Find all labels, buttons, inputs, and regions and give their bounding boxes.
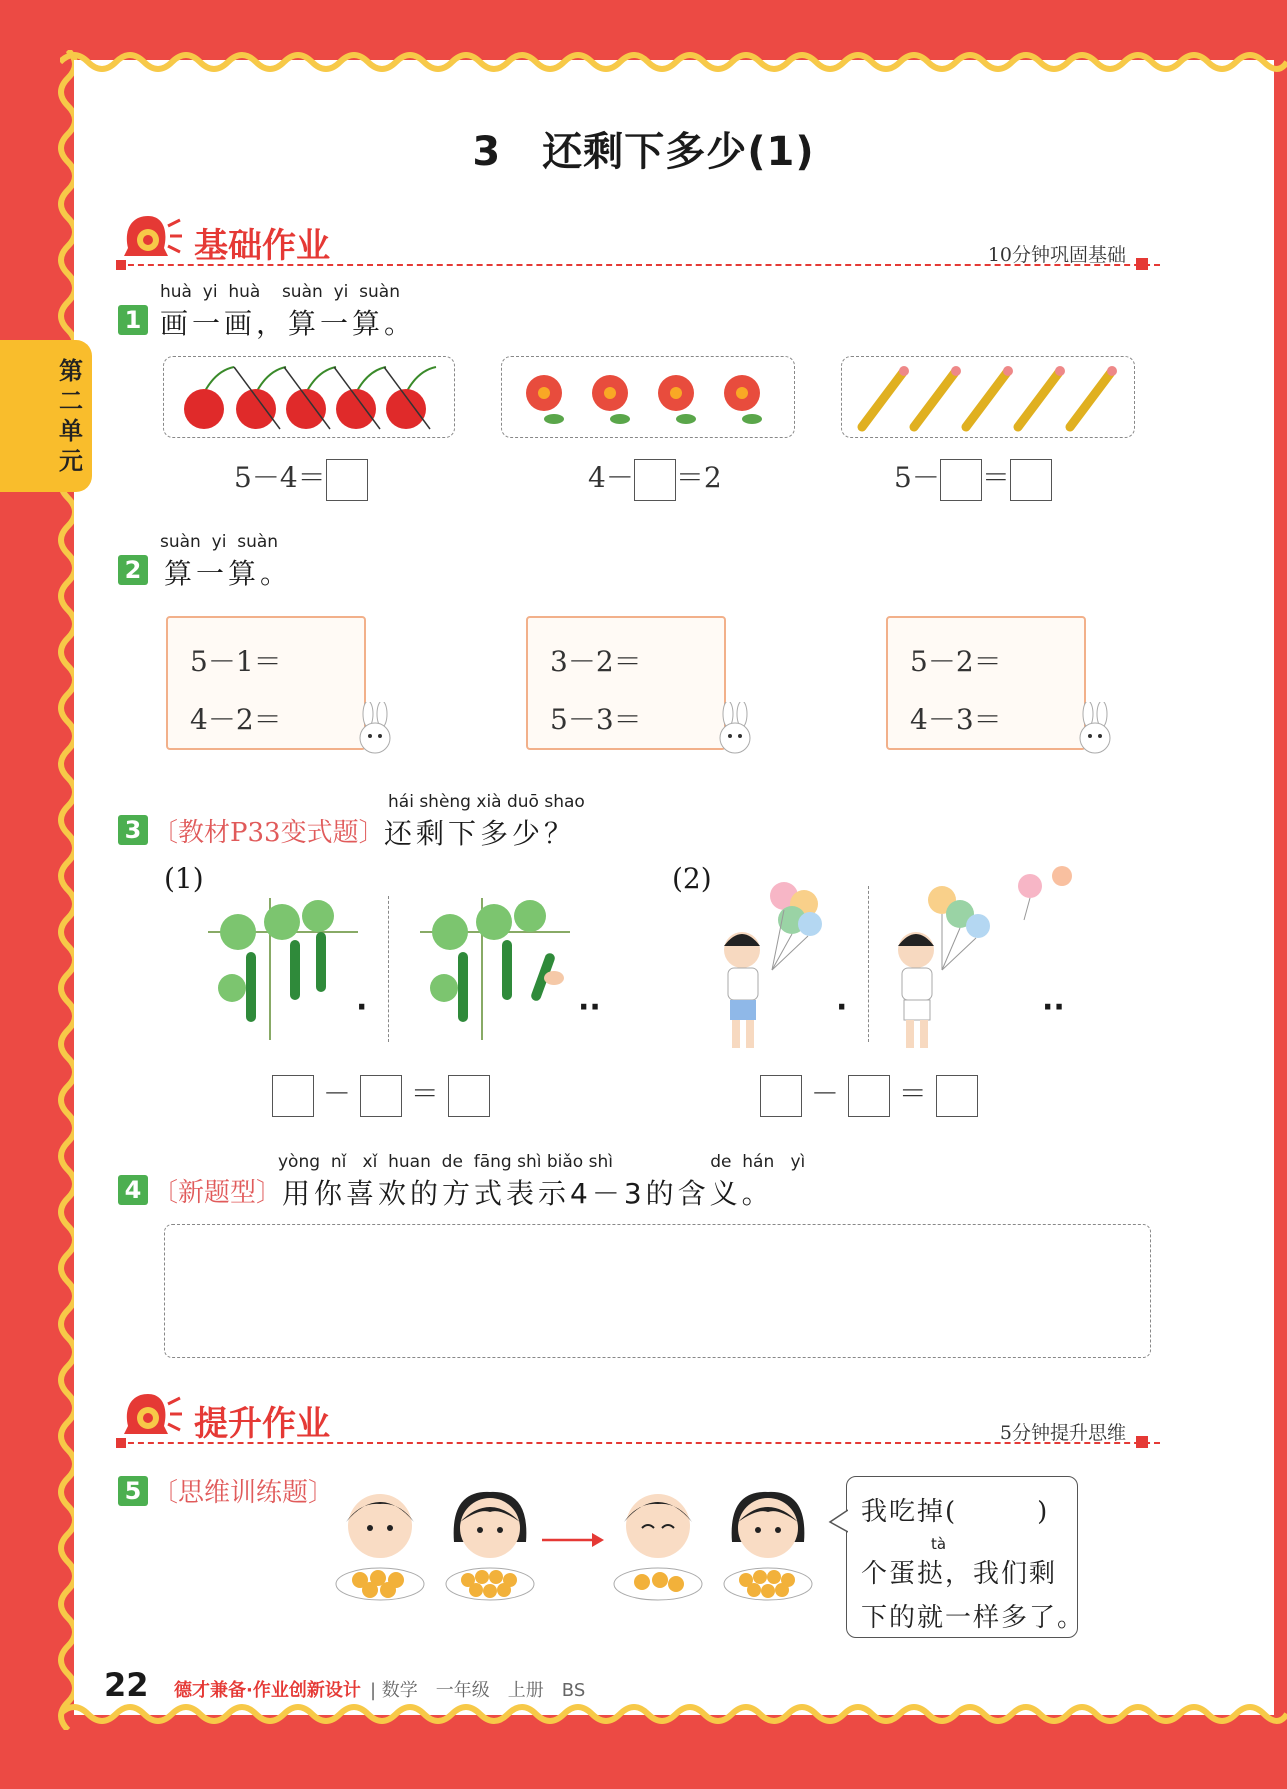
flowers-illustration xyxy=(502,357,794,437)
q2-frame-1-line-2: 4－2＝ xyxy=(190,703,282,736)
section-label-advanced: 提升作业 xyxy=(194,1404,330,1444)
q4-answer-area[interactable] xyxy=(164,1224,1151,1358)
speech-bubble xyxy=(846,1476,1086,1638)
q3-equation-2 xyxy=(760,1072,978,1117)
q1-equation-3 xyxy=(894,456,1052,501)
bunny-icon xyxy=(350,702,400,756)
bell-icon xyxy=(118,210,184,268)
answer-box[interactable] xyxy=(940,459,982,501)
unit-tab xyxy=(0,340,92,492)
divider-dot-right xyxy=(1136,258,1148,270)
q2-frame-3-line-2: 4－3＝ xyxy=(910,703,1002,736)
cucumber-vine-before xyxy=(208,892,358,1042)
girl-with-tarts-after xyxy=(718,1482,818,1606)
divider-dot-right xyxy=(1136,1436,1148,1448)
cherries-illustration xyxy=(164,357,454,437)
q1-pinyin: huà yi huà suàn yi suàn xyxy=(160,282,400,302)
flowers-picture xyxy=(501,356,795,438)
answer-box[interactable] xyxy=(936,1075,978,1117)
boy-with-tarts-after xyxy=(608,1482,708,1606)
q3-dot-2: ·· xyxy=(578,990,601,1025)
minus-sign: － xyxy=(322,1077,351,1110)
bubble-line-1-start: 我吃掉( xyxy=(861,1497,958,1527)
q3-divider-2 xyxy=(868,886,869,1042)
q4-number: 4 xyxy=(118,1175,148,1205)
section-header-basic xyxy=(118,210,1160,280)
q1-equation-2 xyxy=(588,456,722,501)
section-divider xyxy=(118,1442,1160,1444)
answer-box[interactable] xyxy=(760,1075,802,1117)
boy-balloons-after xyxy=(886,860,1072,1056)
q2-frame-1 xyxy=(166,616,366,750)
q1-number: 1 xyxy=(118,305,148,335)
answer-box[interactable] xyxy=(326,459,368,501)
equals-sign: ＝ xyxy=(410,1077,439,1110)
q4-pinyin: yòng nǐ xǐ huan de fāng shì biǎo shì de hán yì xyxy=(278,1152,806,1172)
q3-dot-1: · xyxy=(356,990,368,1025)
q2-frame-2-line-1: 3－2＝ xyxy=(550,645,642,678)
q2-frame-3-line-1: 5－2＝ xyxy=(910,645,1002,678)
page-number: 22 xyxy=(104,1666,149,1704)
section-header-advanced xyxy=(118,1388,1160,1458)
bubble-line-2: 个蛋挞，我们剩 xyxy=(861,1559,1058,1589)
q3-number: 3 xyxy=(118,815,148,845)
q2-number: 2 xyxy=(118,555,148,585)
bubble-pinyin: tà xyxy=(931,1535,947,1553)
page-title: 3 还剩下多少(1) xyxy=(472,129,815,175)
answer-box[interactable] xyxy=(848,1075,890,1117)
divider-dot-left xyxy=(116,260,126,270)
boy-balloons-before xyxy=(712,860,832,1056)
bunny-icon xyxy=(1070,702,1120,756)
divider-dot-left xyxy=(116,1438,126,1448)
answer-box[interactable] xyxy=(272,1075,314,1117)
equals-sign: ＝ xyxy=(898,1077,927,1110)
q1-eq3-left: 5－ xyxy=(894,461,940,494)
q4-text: 用你喜欢的方式表示4－3的含义。 xyxy=(282,1177,774,1210)
q1-eq3-mid: ＝ xyxy=(981,461,1010,494)
q3-pinyin: hái shèng xià duō shao xyxy=(388,792,585,812)
bubble-tail xyxy=(828,1508,848,1534)
answer-box[interactable] xyxy=(1010,459,1052,501)
q4-tag: 〔新题型〕 xyxy=(152,1178,283,1208)
q3-equation-1 xyxy=(272,1072,490,1117)
q2-text: 算一算。 xyxy=(164,557,293,590)
q1-eq2-left: 4－ xyxy=(588,461,634,494)
q2-frame-2-line-2: 5－3＝ xyxy=(550,703,642,736)
arrow-right-icon xyxy=(542,1530,606,1550)
unit-tab-label: 第二单元 xyxy=(59,357,83,475)
answer-box[interactable] xyxy=(360,1075,402,1117)
bubble-line-1-end: ) xyxy=(1037,1497,1050,1527)
top-wave-border xyxy=(60,44,1287,80)
q5-number: 5 xyxy=(118,1476,148,1506)
boy-with-tarts-before xyxy=(330,1482,430,1606)
bunny-icon xyxy=(710,702,760,756)
q2-frame-2 xyxy=(526,616,726,750)
answer-box[interactable] xyxy=(634,459,676,501)
q3-part-1-label: (1) xyxy=(164,862,204,895)
footer-brand: 德才兼备·作业创新设计 xyxy=(174,1680,361,1701)
q1-eq1-text: 5－4＝ xyxy=(234,461,326,494)
q1-text: 画一画，算一算。 xyxy=(160,307,417,340)
bubble-line-1 xyxy=(861,1491,1049,1528)
q3-tag: 〔教材P33变式题〕 xyxy=(152,818,385,848)
q3-part-2-label: (2) xyxy=(672,862,712,895)
pencils-picture xyxy=(841,356,1135,438)
bell-icon xyxy=(118,1388,184,1446)
q2-pinyin: suàn yi suàn xyxy=(160,532,279,552)
pencils-illustration xyxy=(842,357,1134,437)
q1-equation-1 xyxy=(234,456,368,501)
section-label-basic: 基础作业 xyxy=(194,226,330,266)
q1-eq2-right: ＝2 xyxy=(675,461,722,494)
q2-frame-1-line-1: 5－1＝ xyxy=(190,645,282,678)
answer-box[interactable] xyxy=(448,1075,490,1117)
q3-dot-4: ·· xyxy=(1042,990,1065,1025)
q5-tag: 〔思维训练题〕 xyxy=(152,1478,335,1508)
q3-text: 还剩下多少？ xyxy=(384,817,577,850)
q3-dot-3: · xyxy=(836,990,848,1025)
bubble-line-3: 下的就一样多了。 xyxy=(861,1603,1086,1633)
cucumber-vine-after xyxy=(420,892,570,1042)
minus-sign: － xyxy=(810,1077,839,1110)
section-divider xyxy=(118,264,1160,266)
girl-with-tarts-before xyxy=(440,1482,540,1606)
section-note-basic: 10分钟巩固基础 xyxy=(987,244,1126,266)
q2-frame-3 xyxy=(886,616,1086,750)
cherries-picture xyxy=(163,356,455,438)
q3-divider-1 xyxy=(388,896,389,1042)
footer-info: | 数学 一年级 上册 BS xyxy=(370,1680,586,1701)
section-note-advanced: 5分钟提升思维 xyxy=(999,1422,1126,1444)
